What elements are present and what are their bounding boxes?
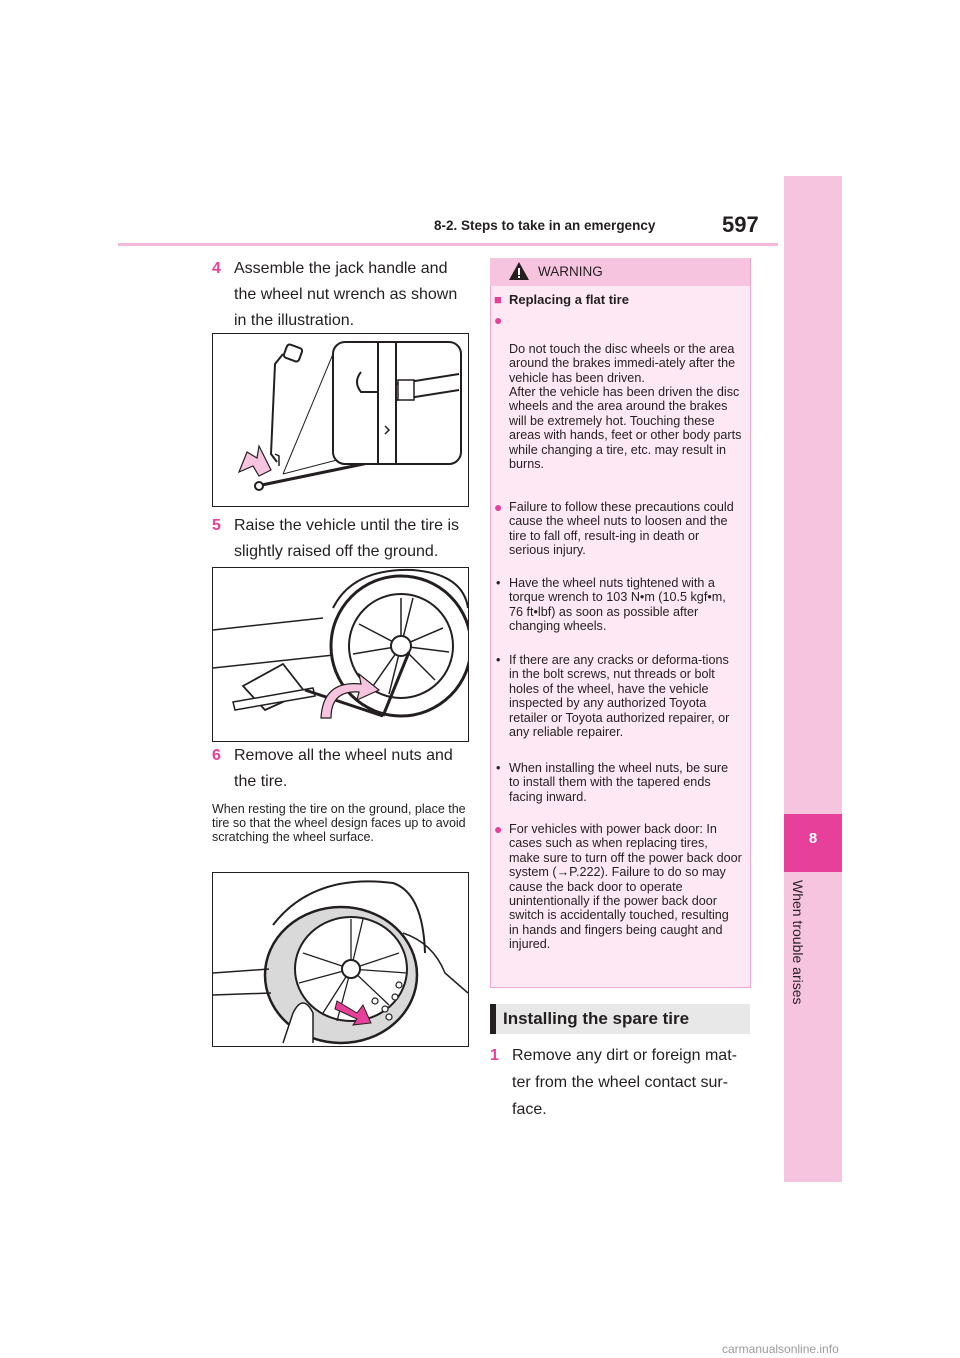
raise-vehicle-illustration	[213, 568, 468, 741]
step-text: Assemble the jack handle and the wheel nut wrench as shown in the illustration.	[234, 260, 458, 329]
install-step-1	[490, 1042, 752, 1123]
step-text: Raise the vehicle until the tire is slightly raised off the ground.	[234, 517, 459, 560]
warning-heading	[494, 292, 744, 307]
square-bullet-icon: ■	[494, 292, 502, 307]
figure-remove-tire	[212, 872, 469, 1047]
chapter-number: 8	[808, 830, 818, 847]
dot-bullet-icon: •	[496, 653, 501, 667]
chapter-title: When trouble arises	[790, 880, 806, 1005]
figure-raise-vehicle	[212, 567, 469, 742]
tire-placement-note: When resting the tire on the ground, place the tire so that the wheel design faces up to avoid scratching the wheel surface.	[212, 802, 466, 844]
installing-spare-heading: Installing the spare tire	[503, 1009, 690, 1028]
figure-jack-handle	[212, 333, 469, 507]
step-number: 6	[212, 747, 221, 764]
remove-tire-illustration	[213, 873, 468, 1046]
step-number: 1	[490, 1047, 499, 1064]
circle-bullet-icon: ●	[494, 499, 503, 515]
warning-item-2: ● Failure to follow these precautions could cause the wheel nuts to loosen and the tire to fall off, result-ing in death or serious injury.	[494, 499, 734, 558]
warning-item-4: • If there are any cracks or deforma-tions in the bolt screws, nut threads or bolt holes of the wheel, have the vehicle inspected by any authorized Toyota retailer or Toyota authorized repairer, or any reliable repairer.	[496, 653, 730, 740]
footer-watermark: carmanualsonline.info	[722, 1342, 839, 1356]
step-6	[212, 743, 474, 795]
warning-item-3: • Have the wheel nuts tightened with a torque wrench to 103 N•m (10.5 kgf•m, 76 ft•lbf) as soon as possible after changing wheels.	[496, 576, 726, 634]
dot-bullet-icon: •	[496, 576, 501, 590]
warning-item-1: ● Do not touch the disc wheels or the area around the brakes immedi-ately after the vehicle has been driven. After the vehicle has been driven the disc wheels and the area around the brakes will be extremely hot. Touching these areas with hands, feet or other body parts while changing a tire, etc. may result in burns.	[494, 312, 742, 472]
warning-item-5: • When installing the wheel nuts, be sure to install them with the tapered ends facing inward.	[496, 761, 729, 804]
circle-bullet-icon: ●	[494, 821, 503, 837]
header-rule	[118, 243, 778, 246]
warning-title: WARNING	[538, 264, 603, 279]
warning-item-6: ● For vehicles with power back door: In cases such as when replacing tires, make sure to turn off the power back door system (→P.222). Failure to do so may cause the back door to operate unintentionally if the power back door switch is accidentally touched, resulting in hands and fingers being caught and injured.	[494, 821, 742, 952]
step-number: 4	[212, 260, 221, 277]
side-tab	[784, 176, 842, 1182]
dot-bullet-icon: •	[496, 761, 501, 775]
page-number: 597	[722, 212, 759, 237]
warning-triangle-icon	[508, 261, 530, 281]
step-5	[212, 513, 474, 565]
jack-handle-illustration	[213, 334, 468, 506]
section-title: 8-2. Steps to take in an emergency	[434, 218, 656, 233]
circle-bullet-icon: ●	[494, 312, 503, 328]
warning-heading-text: Replacing a flat tire	[509, 292, 629, 307]
step-text: Remove any dirt or foreign mat-ter from the wheel contact sur-face.	[512, 1047, 737, 1118]
step-4	[212, 256, 474, 334]
heading-accent-bar	[490, 1004, 496, 1034]
step-number: 5	[212, 517, 221, 534]
step-text: Remove all the wheel nuts and the tire.	[234, 747, 453, 790]
